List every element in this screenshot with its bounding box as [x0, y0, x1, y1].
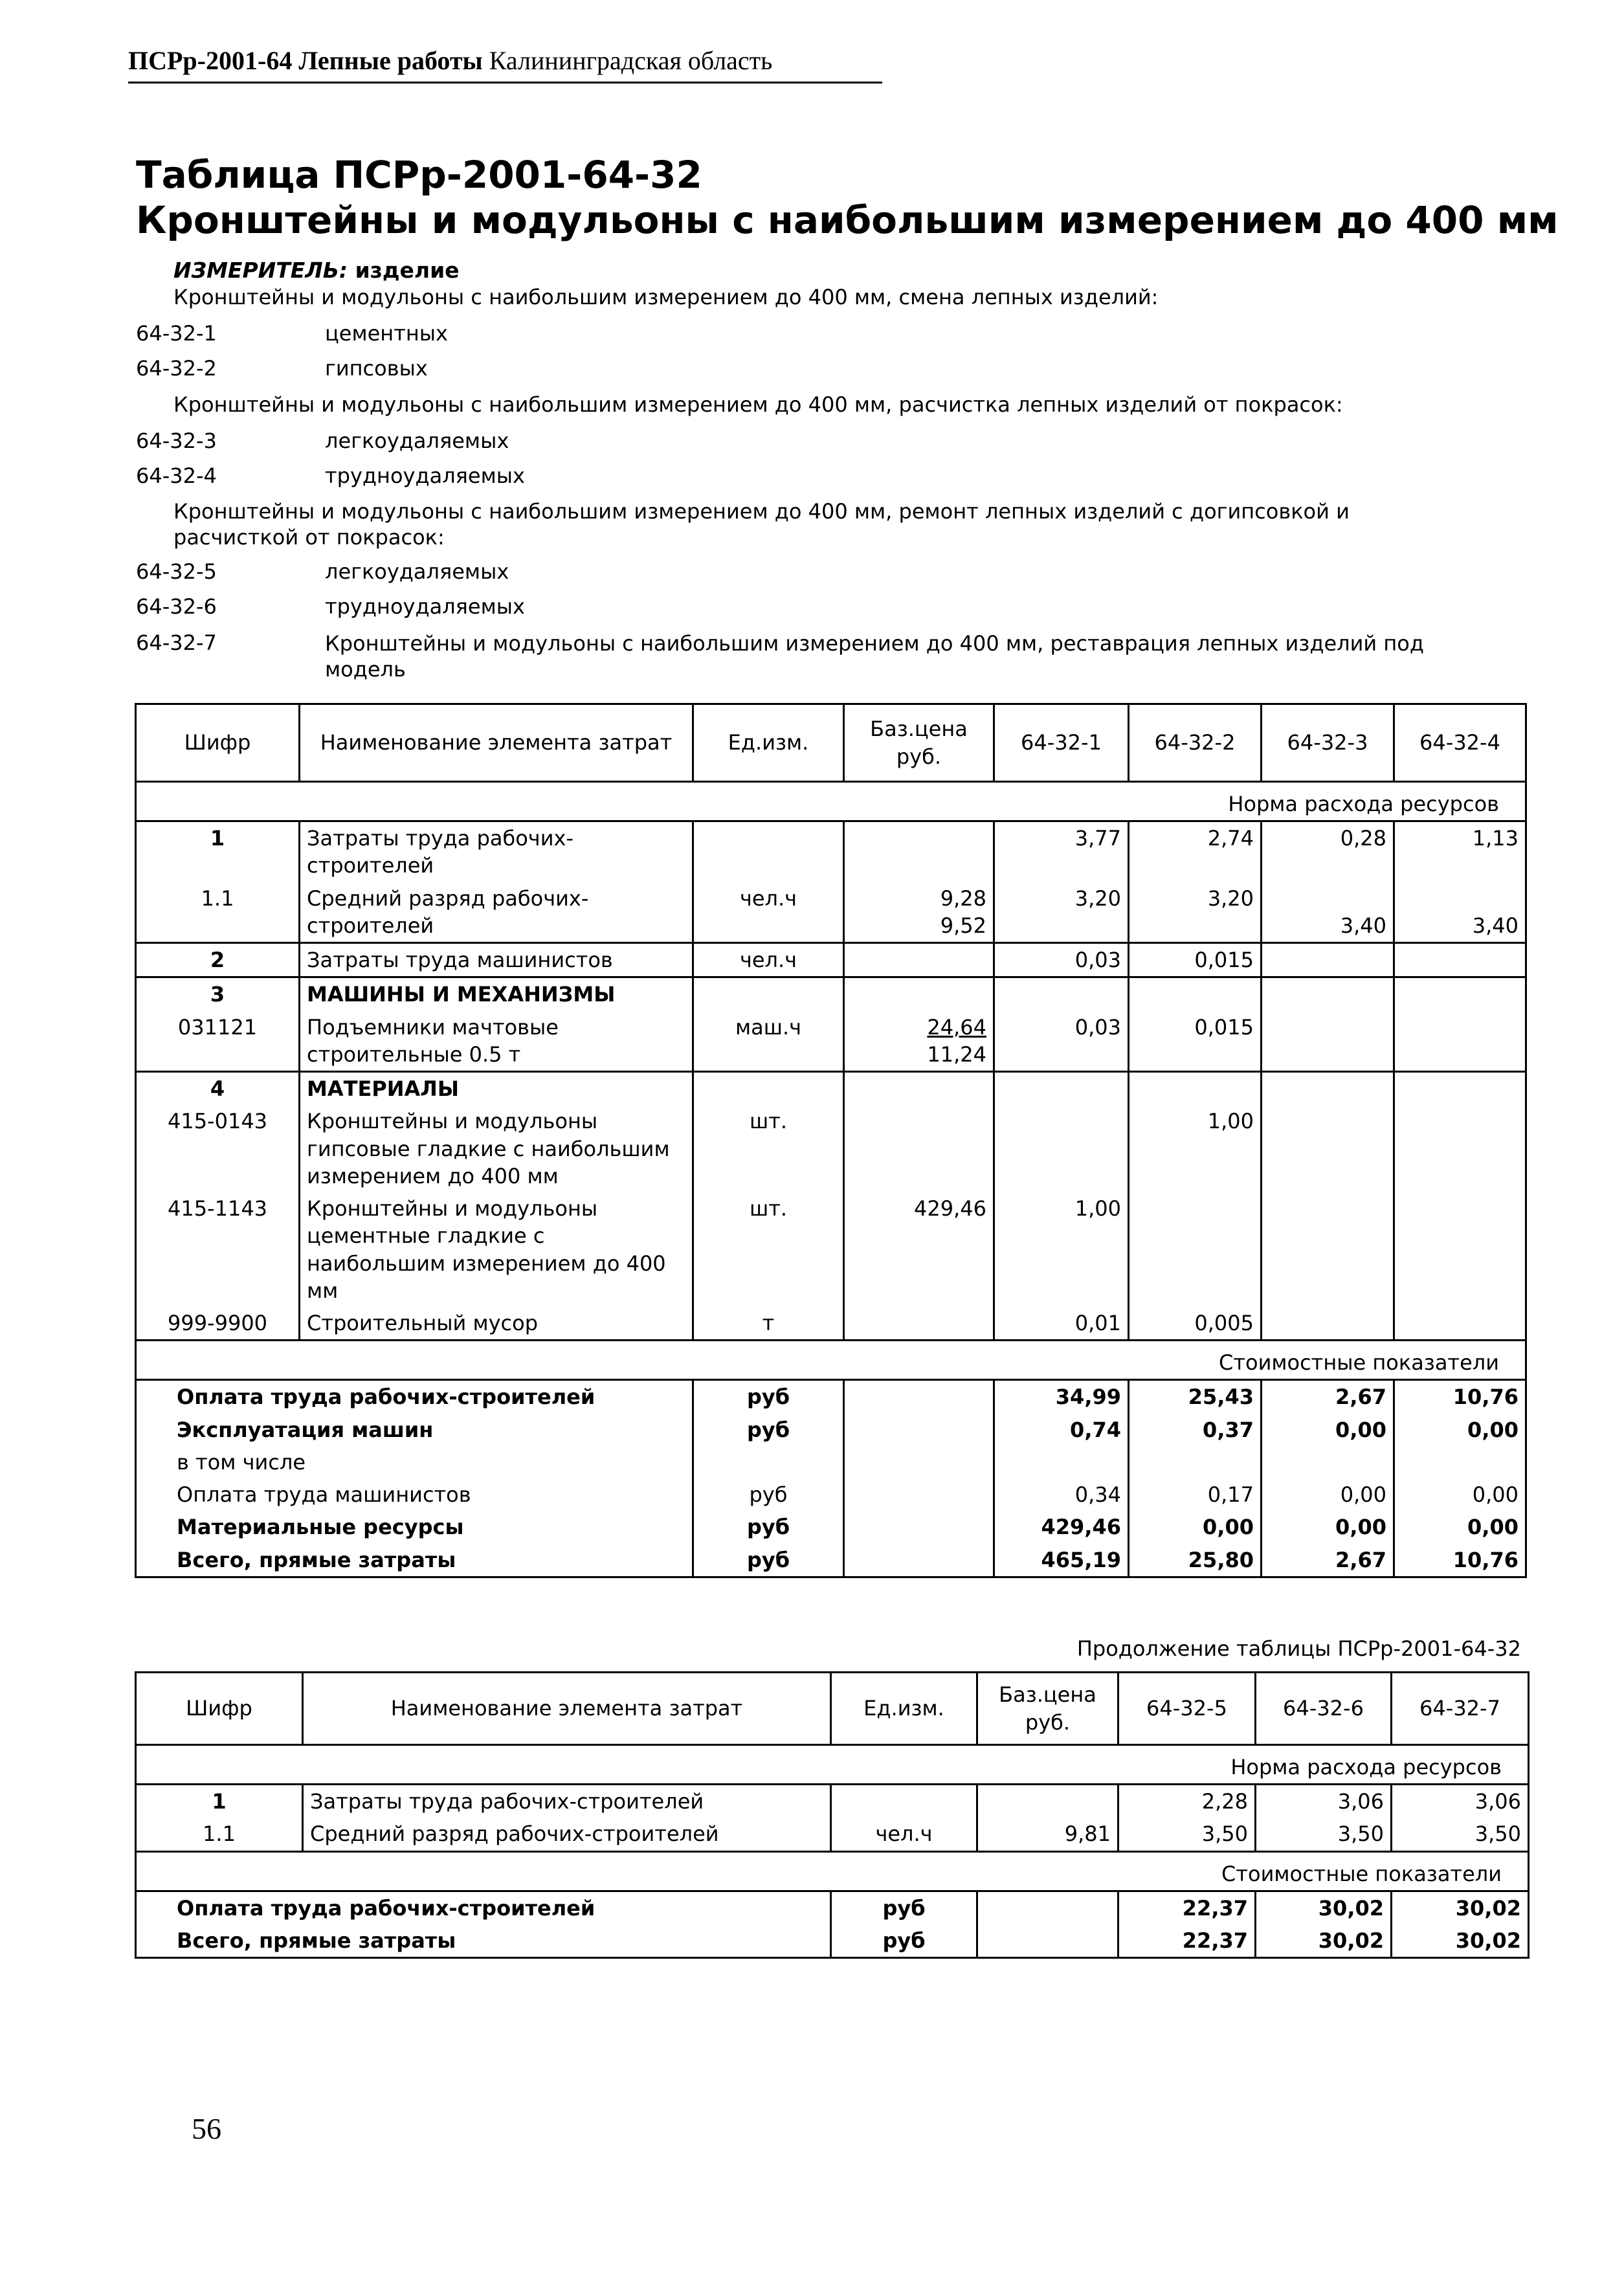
cell-value	[1394, 1307, 1526, 1341]
col-header-name: Наименование элемента затрат	[300, 704, 693, 782]
col-header-64-32-5: 64-32-5	[1118, 1673, 1256, 1745]
cost-row	[136, 1478, 1526, 1511]
cost-value	[1394, 1446, 1526, 1478]
cell-value	[994, 977, 1129, 1011]
cost-name: Материальные ресурсы	[136, 1511, 693, 1543]
col-header-64-32-2: 64-32-2	[1129, 704, 1262, 782]
cell-code: 415-0143	[136, 1105, 300, 1192]
cell-price: 429,46	[844, 1192, 994, 1307]
intro-item-code: 64-32-1	[136, 321, 217, 346]
norm-label: Норма расхода ресурсов	[136, 782, 1526, 821]
col-header-name: Наименование элемента затрат	[303, 1673, 831, 1745]
cell-value: 0,005	[1129, 1307, 1262, 1341]
cell-value: 1,13	[1394, 821, 1526, 882]
header-work: Лепные работы	[298, 46, 483, 75]
section-row	[136, 782, 1526, 821]
col-header-64-32-3: 64-32-3	[1262, 704, 1394, 782]
cost-value: 22,37	[1118, 1891, 1256, 1924]
table-row	[136, 1307, 1526, 1341]
col-header-code: Шифр	[136, 704, 300, 782]
cell-unit: чел.ч	[831, 1818, 977, 1851]
cost-value: 0,17	[1129, 1478, 1262, 1511]
intro-item-code: 64-32-2	[136, 356, 217, 381]
cell-value	[1262, 977, 1394, 1011]
cost-value: 0,34	[994, 1478, 1129, 1511]
cell-code: 4	[136, 1072, 300, 1106]
cell-price	[844, 1011, 994, 1072]
cost-value: 465,19	[994, 1544, 1129, 1577]
col-header-unit: Ед.изм.	[831, 1673, 977, 1745]
cell-code: 415-1143	[136, 1192, 300, 1307]
cell-price: 9,81	[977, 1818, 1118, 1851]
cost-value: 0,00	[1262, 1414, 1394, 1446]
cell-value: 0,015	[1129, 943, 1262, 977]
cost-value: 30,02	[1256, 1924, 1392, 1958]
table-row	[136, 977, 1526, 1011]
cell-value: 3,06	[1256, 1785, 1392, 1818]
cell-value	[1129, 977, 1262, 1011]
cost-value: 2,67	[1262, 1380, 1394, 1414]
intro-group-2: Кронштейны и модульоны с наибольшим измерением до 400 мм, расчистка лепных изделий от покрасок:	[173, 392, 1343, 417]
cell-value: 3,50	[1256, 1818, 1392, 1851]
table-row	[136, 882, 1526, 943]
cell-value: 0,01	[994, 1307, 1129, 1341]
header-code: ПСРр-2001-64	[128, 46, 293, 75]
cell-code: 999-9900	[136, 1307, 300, 1341]
cell-value: 3,40	[1262, 882, 1394, 943]
cost-value: 0,74	[994, 1414, 1129, 1446]
cell-unit: чел.ч	[693, 882, 844, 943]
col-header-price: Баз.цена руб.	[977, 1673, 1118, 1745]
cell-name: Средний разряд рабочих-строителей	[300, 882, 693, 943]
measure-line	[173, 258, 460, 283]
cell-code: 3	[136, 977, 300, 1011]
cell-name: Строительный мусор	[300, 1307, 693, 1341]
table-row	[136, 1785, 1529, 1818]
price-line: 9,28	[940, 885, 986, 911]
cost-unit: руб	[693, 1544, 844, 1577]
cell-value: 2,28	[1118, 1785, 1256, 1818]
cell-value: 1,00	[994, 1192, 1129, 1307]
cell-value	[1394, 1011, 1526, 1072]
cost-value: 30,02	[1256, 1891, 1392, 1924]
cell-value	[1394, 1192, 1526, 1307]
cost-price	[977, 1924, 1118, 1958]
cell-unit	[693, 821, 844, 882]
cell-value: 3,50	[1118, 1818, 1256, 1851]
cost-name: Оплата труда рабочих-строителей	[136, 1380, 693, 1414]
cell-value	[1262, 1192, 1394, 1307]
cell-name: МАШИНЫ И МЕХАНИЗМЫ	[300, 977, 693, 1011]
cost-unit: руб	[693, 1380, 844, 1414]
cost-name: Всего, прямые затраты	[136, 1924, 831, 1958]
cell-code: 1	[136, 1785, 303, 1818]
price-line: 24,64	[927, 1014, 986, 1040]
page-number: 56	[192, 2112, 221, 2145]
cost-unit	[693, 1446, 844, 1478]
cell-value: 3,20	[994, 882, 1129, 943]
col-header-unit: Ед.изм.	[693, 704, 844, 782]
cell-name: Средний разряд рабочих-строителей	[303, 1818, 831, 1851]
price-line: 9,52	[940, 913, 986, 938]
cell-unit	[693, 977, 844, 1011]
cost-unit: руб	[693, 1511, 844, 1543]
cost-price	[844, 1544, 994, 1577]
cost-value: 25,43	[1129, 1380, 1262, 1414]
cell-name: Затраты труда машинистов	[300, 943, 693, 977]
cell-price	[844, 943, 994, 977]
cost-value: 22,37	[1118, 1924, 1256, 1958]
cost-row	[136, 1511, 1526, 1543]
col-header-64-32-7: 64-32-7	[1392, 1673, 1529, 1745]
col-header-price: Баз.цена руб.	[844, 704, 994, 782]
header-underline	[128, 82, 882, 84]
cell-value	[994, 1072, 1129, 1106]
cell-price	[844, 977, 994, 1011]
cell-unit	[831, 1785, 977, 1818]
cell-unit: шт.	[693, 1105, 844, 1192]
cost-row	[136, 1544, 1526, 1577]
cost-table-1	[135, 703, 1527, 1578]
cost-value: 10,76	[1394, 1380, 1526, 1414]
intro-item-text: гипсовых	[325, 356, 428, 381]
cell-price	[844, 821, 994, 882]
intro-item-text: трудноудаляемых	[325, 463, 525, 488]
intro-item-code: 64-32-5	[136, 559, 217, 584]
cell-price	[844, 1072, 994, 1106]
cell-price	[977, 1785, 1118, 1818]
cost-name: Оплата труда рабочих-строителей	[136, 1891, 831, 1924]
cost-price	[844, 1478, 994, 1511]
cost-value: 34,99	[994, 1380, 1129, 1414]
cell-value	[1129, 1072, 1262, 1106]
cost-value: 0,37	[1129, 1414, 1262, 1446]
cell-value: 3,77	[994, 821, 1129, 882]
table-row	[136, 943, 1526, 977]
cell-name: Затраты труда рабочих-строителей	[303, 1785, 831, 1818]
cost-row	[136, 1446, 1526, 1478]
cell-name: Подъемники мачтовые строительные 0.5 т	[300, 1011, 693, 1072]
cost-value: 0,00	[1394, 1511, 1526, 1543]
norm-label: Норма расхода ресурсов	[136, 1745, 1529, 1785]
table-row	[136, 1192, 1526, 1307]
section-row	[136, 1341, 1526, 1380]
intro-group-3: Кронштейны и модульоны с наибольшим измерением до 400 мм, ремонт лепных изделий с догипсовкой и расчисткой от покрасок:	[173, 499, 1350, 550]
cost-value: 30,02	[1392, 1924, 1529, 1958]
cell-value	[1262, 1072, 1394, 1106]
cell-name: МАТЕРИАЛЫ	[300, 1072, 693, 1106]
cost-unit: руб	[693, 1414, 844, 1446]
cost-unit: руб	[693, 1478, 844, 1511]
header-region: Калининградская область	[489, 46, 773, 75]
cell-value	[1129, 1192, 1262, 1307]
cost-value: 30,02	[1392, 1891, 1529, 1924]
cell-price	[844, 1307, 994, 1341]
cell-value: 1,00	[1129, 1105, 1262, 1192]
cost-value: 0,00	[1262, 1511, 1394, 1543]
intro-item-code: 64-32-7	[136, 630, 217, 655]
col-header-64-32-6: 64-32-6	[1256, 1673, 1392, 1745]
cell-value: 0,03	[994, 1011, 1129, 1072]
cell-price	[844, 1105, 994, 1192]
cost-value	[1129, 1446, 1262, 1478]
table-row	[136, 1011, 1526, 1072]
table-row	[136, 1818, 1529, 1851]
cell-value	[1394, 943, 1526, 977]
cost-row	[136, 1891, 1529, 1924]
cell-value	[1394, 1105, 1526, 1192]
table-name-title: Кронштейны и модульоны с наибольшим измерением до 400 мм	[136, 198, 1559, 242]
table-row	[136, 1072, 1526, 1106]
cost-row	[136, 1380, 1526, 1414]
cost-price	[844, 1380, 994, 1414]
cost-name: Эксплуатация машин	[136, 1414, 693, 1446]
cell-value: 2,74	[1129, 821, 1262, 882]
cell-value: 3,40	[1394, 882, 1526, 943]
cell-value: 0,28	[1262, 821, 1394, 882]
cell-name: Затраты труда рабочих-строителей	[300, 821, 693, 882]
intro-item-text: легкоудаляемых	[325, 429, 509, 453]
intro-item-code: 64-32-3	[136, 429, 217, 453]
cost-value: 2,67	[1262, 1544, 1394, 1577]
intro-group-1: Кронштейны и модульоны с наибольшим измерением до 400 мм, смена лепных изделий:	[173, 285, 1159, 309]
cell-value: 3,06	[1392, 1785, 1529, 1818]
col-header-64-32-1: 64-32-1	[994, 704, 1129, 782]
cost-price	[977, 1891, 1118, 1924]
cost-row	[136, 1924, 1529, 1958]
cell-value	[1262, 1307, 1394, 1341]
section-row	[136, 1745, 1529, 1785]
intro-item-text: трудноудаляемых	[325, 594, 525, 619]
cell-value	[1262, 1105, 1394, 1192]
cost-value: 429,46	[994, 1511, 1129, 1543]
cell-unit: шт.	[693, 1192, 844, 1307]
table-header-row	[136, 704, 1526, 782]
cost-price	[844, 1446, 994, 1478]
measure-label: ИЗМЕРИТЕЛЬ:	[173, 258, 348, 283]
cost-value: 25,80	[1129, 1544, 1262, 1577]
cell-code: 2	[136, 943, 300, 977]
table-number-title: Таблица ПСРр-2001-64-32	[136, 153, 702, 197]
cell-value	[994, 1105, 1129, 1192]
cost-value: 0,00	[1394, 1414, 1526, 1446]
cost-value: 0,00	[1394, 1478, 1526, 1511]
cost-name: в том числе	[136, 1446, 693, 1478]
cell-value: 0,015	[1129, 1011, 1262, 1072]
table-row	[136, 1105, 1526, 1192]
cell-code: 1.1	[136, 882, 300, 943]
cell-value: 0,03	[994, 943, 1129, 977]
cost-value	[994, 1446, 1129, 1478]
cell-value	[1394, 977, 1526, 1011]
cell-value	[1262, 1011, 1394, 1072]
intro-item-text: Кронштейны и модульоны с наибольшим измерением до 400 мм, реставрация лепных изделий под модель	[325, 631, 1424, 682]
cell-code: 1	[136, 821, 300, 882]
col-header-code: Шифр	[136, 1673, 303, 1745]
cell-unit: чел.ч	[693, 943, 844, 977]
price-line: 11,24	[927, 1041, 986, 1067]
cell-unit: т	[693, 1307, 844, 1341]
cost-name: Всего, прямые затраты	[136, 1544, 693, 1577]
cost-row	[136, 1414, 1526, 1446]
cell-price	[844, 882, 994, 943]
table-row	[136, 821, 1526, 882]
running-header	[128, 45, 772, 76]
cost-table-2	[135, 1671, 1529, 1959]
cost-label: Стоимостные показатели	[136, 1851, 1529, 1891]
cost-unit: руб	[831, 1924, 977, 1958]
intro-item-code: 64-32-6	[136, 594, 217, 619]
cost-name: Оплата труда машинистов	[136, 1478, 693, 1511]
cell-name: Кронштейны и модульоны цементные гладкие с наибольшим измерением до 400 мм	[300, 1192, 693, 1307]
cost-label: Стоимостные показатели	[136, 1341, 1526, 1380]
cost-value	[1262, 1446, 1394, 1478]
cell-value: 3,20	[1129, 882, 1262, 943]
cell-value	[1262, 943, 1394, 977]
continuation-label: Продолжение таблицы ПСРр-2001-64-32	[1076, 1636, 1521, 1661]
cell-name: Кронштейны и модульоны гипсовые гладкие с наибольшим измерением до 400 мм	[300, 1105, 693, 1192]
cost-unit: руб	[831, 1891, 977, 1924]
intro-item-code: 64-32-4	[136, 463, 217, 488]
cell-value	[1394, 1072, 1526, 1106]
col-header-64-32-4: 64-32-4	[1394, 704, 1526, 782]
cost-price	[844, 1414, 994, 1446]
intro-item-text: цементных	[325, 321, 448, 346]
cost-value: 0,00	[1129, 1511, 1262, 1543]
cost-value: 10,76	[1394, 1544, 1526, 1577]
measure-value: изделие	[355, 258, 460, 283]
intro-item-text: легкоудаляемых	[325, 559, 509, 584]
cost-value: 0,00	[1262, 1478, 1394, 1511]
cell-unit	[693, 1072, 844, 1106]
cell-code: 031121	[136, 1011, 300, 1072]
cost-price	[844, 1511, 994, 1543]
section-row	[136, 1851, 1529, 1891]
table-header-row	[136, 1673, 1529, 1745]
cell-code: 1.1	[136, 1818, 303, 1851]
cell-unit: маш.ч	[693, 1011, 844, 1072]
cell-value: 3,50	[1392, 1818, 1529, 1851]
